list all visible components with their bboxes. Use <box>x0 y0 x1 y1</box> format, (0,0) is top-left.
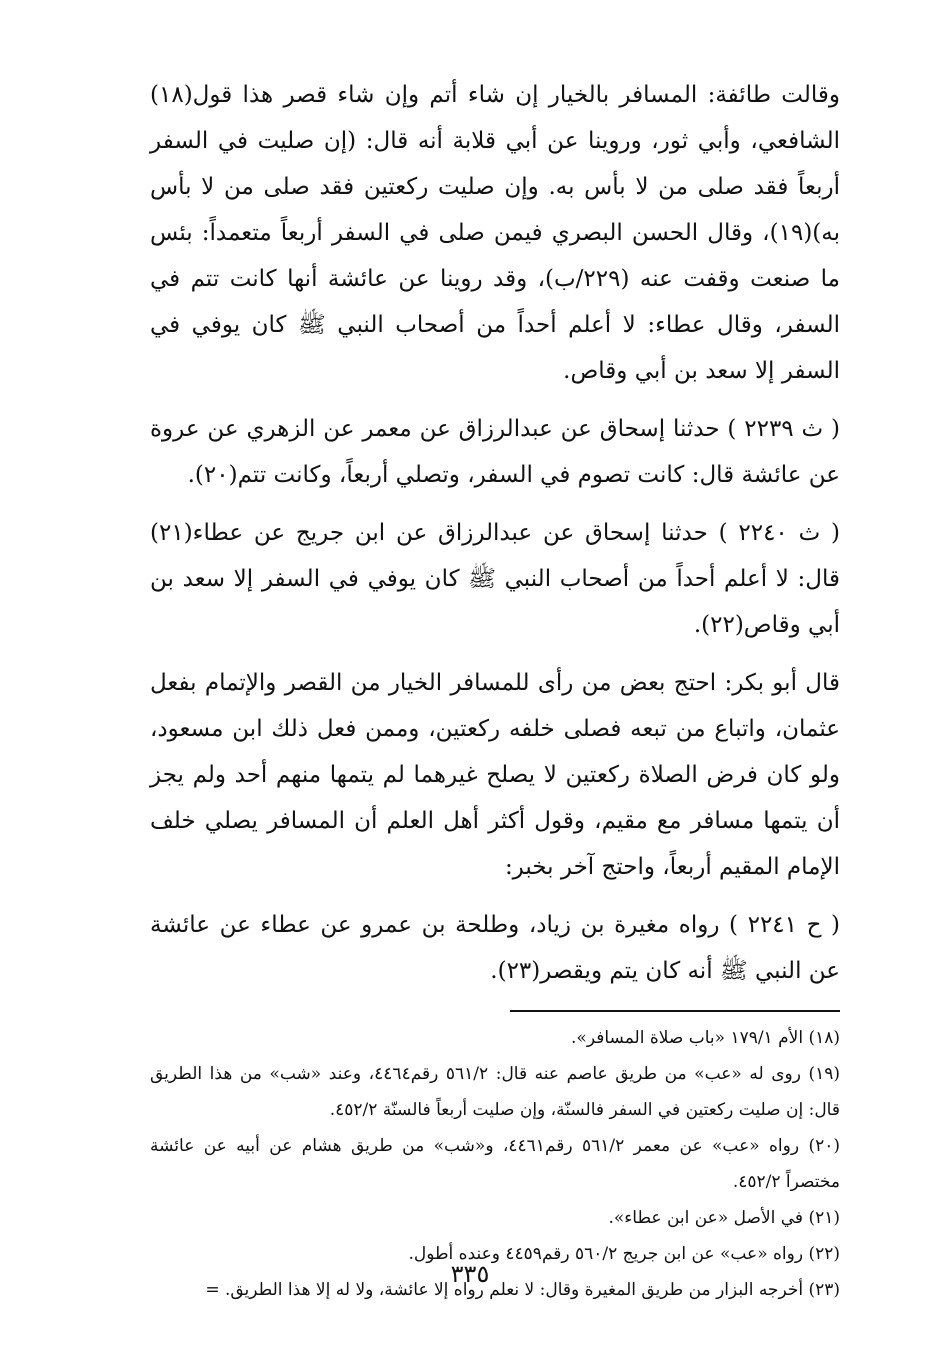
paragraph-1: وقالت طائفة: المسافر بالخيار إن شاء أتم وإن شاء قصر هذا قول(١٨) الشافعي، وأبي ثور، وروينا عن أبي قلابة أنه قال: (إن صليت في السفر أربعاً فقد صلى من لا بأس به. وإن صليت ركعتين فقد صلى من لا بأس به)(١٩)، وقال الحسن البصري فيمن صلى في السفر أربعاً متعمداً: بئس ما صنعت وقفت عنه (٢٢٩/ب)، وقد روينا عن عائشة أنها كانت تتم في السفر، وقال عطاء: لا أعلم أحداً من أصحاب النبي ﷺ كان يوفي في السفر إلا سعد بن أبي وقاص. <box>150 82 841 384</box>
page-body <box>150 72 840 1308</box>
footnote-23: (٢٣) أخرجه البزار من طريق المغيرة وقال: لا نعلم رواه إلا عائشة، ولا له إلا هذا الطريق. = <box>205 1280 840 1300</box>
paragraph-5: ( ح ٢٢٤١ ) رواه مغيرة بن زياد، وطلحة بن عمرو عن عطاء عن عائشة عن النبي ﷺ أنه كان يتم ويقصر(٢٣). <box>150 912 840 984</box>
page-number: ٣٣٥ <box>450 1260 490 1288</box>
paragraph-2: ( ث ٢٢٣٩ ) حدثنا إسحاق عن عبدالرزاق عن معمر عن الزهري عن عروة عن عائشة قال: كانت تصوم في السفر، وتصلي أربعاً، وكانت تتم(٢٠). <box>150 416 840 488</box>
footnote-21: (٢١) في الأصل «عن ابن عطاء». <box>608 1208 840 1228</box>
paragraph-4: قال أبو بكر: احتج بعض من رأى للمسافر الخيار من القصر والإتمام بفعل عثمان، واتباع من تبعه فصلى خلفه ركعتين، وممن فعل ذلك ابن مسعود، ولو كان فرض الصلاة ركعتين لا يصلح غيرهما لم يتمها منهم أحد ولم يجز أن يتمها مسافر مع مقيم، وقول أكثر أهل العلم أن المسافر يصلي خلف الإمام المقيم أربعاً، واحتج آخر بخبر: <box>150 670 840 880</box>
footnote-19: (١٩) روى له «عب» من طريق عاصم عنه قال: ٥٦١/٢ رقم٤٤٦٤، وعند «شب» من هذا الطريق قال: إن صليت ركعتين في السفر فالسنّة، وإن صليت أربعاً فالسنّة ٤٥٢/٢. <box>150 1064 840 1120</box>
footnote-22: (٢٢) رواه «عب» عن ابن جريج ٥٦٠/٢ رقم٤٤٥٩ وعنده أطول. <box>408 1244 840 1264</box>
footnote-divider <box>510 1010 840 1012</box>
footnote-18: (١٨) الأم ١٧٩/١ «باب صلاة المسافر». <box>571 1028 840 1048</box>
paragraph-3: ( ث ٢٢٤٠ ) حدثنا إسحاق عن عبدالرزاق عن ابن جريج عن عطاء(٢١) قال: لا أعلم أحداً من أصحاب النبي ﷺ كان يوفي في السفر إلا سعد بن أبي وقاص(٢٢). <box>150 520 841 638</box>
footnote-20: (٢٠) رواه «عب» عن معمر ٥٦١/٢ رقم٤٤٦١، و«شب» من طريق هشام عن أبيه عن عائشة مختصراً ٤٥٢/٢. <box>150 1136 840 1192</box>
